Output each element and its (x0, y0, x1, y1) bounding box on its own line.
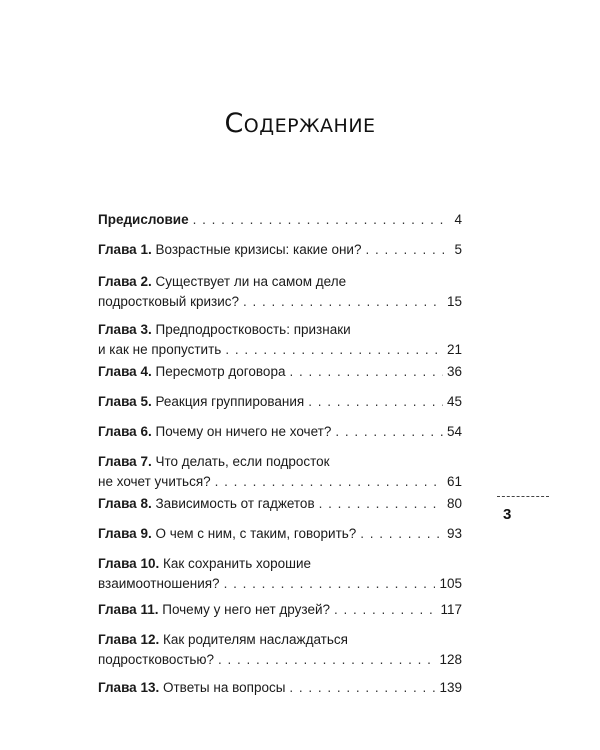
chapter-title: Реакция группирования (155, 394, 305, 409)
chapter-title-continued: подростковостью? (98, 652, 215, 667)
folio-divider (497, 496, 549, 497)
chapter-number: Глава 4. (98, 364, 152, 379)
chapter-title: Ответы на вопросы (162, 680, 286, 695)
toc-entry-chapter-2[interactable] (98, 272, 462, 312)
chapter-number: Глава 2. (98, 274, 152, 289)
dot-leader (334, 600, 436, 620)
chapter-number: Глава 3. (98, 322, 152, 337)
toc-entry-chapter-5[interactable] (98, 392, 462, 412)
page-number: 128 (439, 652, 462, 667)
page-number: 117 (440, 602, 462, 617)
dot-leader (193, 210, 444, 230)
page-number: 45 (446, 394, 462, 409)
page-number: 61 (446, 474, 462, 489)
chapter-number: Глава 8. (98, 496, 152, 511)
dot-leader (215, 472, 443, 492)
chapter-number: Глава 13. (98, 680, 160, 695)
chapter-title-continued: и как не пропустить (98, 342, 222, 357)
chapter-title: Как родителям наслаждаться (162, 632, 348, 647)
chapter-title: Предподростковость: признаки (155, 322, 351, 337)
page-number: 15 (446, 294, 462, 309)
chapter-number: Глава 6. (98, 424, 152, 439)
dot-leader (365, 240, 444, 260)
chapter-title: Пересмотр договора (155, 364, 286, 379)
dot-leader (289, 362, 443, 382)
page-number: 80 (446, 496, 462, 511)
chapter-title-continued: не хочет учиться? (98, 474, 211, 489)
toc-entry-chapter-10[interactable] (98, 554, 462, 594)
toc-entry-chapter-6[interactable] (98, 422, 462, 442)
page-number: 54 (446, 424, 462, 439)
toc-entry-chapter-3[interactable] (98, 320, 462, 360)
toc-entry-chapter-7[interactable] (98, 452, 462, 492)
chapter-title: Возрастные кризисы: какие они? (155, 242, 362, 257)
dot-leader (335, 422, 443, 442)
toc-entry-preface[interactable] (98, 210, 462, 230)
page-number: 21 (446, 342, 462, 357)
chapter-title: Зависимость от гаджетов (155, 496, 315, 511)
chapter-title: Почему он ничего не хочет? (155, 424, 332, 439)
dot-leader (308, 392, 443, 412)
page-number: 105 (439, 576, 462, 591)
chapter-title: Существует ли на самом деле (155, 274, 347, 289)
chapter-title: Как сохранить хорошие (162, 556, 312, 571)
chapter-number: Глава 1. (98, 242, 152, 257)
folio-page-number: 3 (503, 506, 512, 523)
dot-leader (319, 494, 443, 514)
page-number: 139 (439, 680, 462, 695)
toc-entry-chapter-9[interactable] (98, 524, 462, 544)
toc-entry-chapter-11[interactable] (98, 600, 462, 620)
dot-leader (218, 650, 435, 670)
chapter-title: О чем с ним, с таким, говорить? (155, 526, 357, 541)
dot-leader (289, 678, 435, 698)
toc-entry-chapter-8[interactable] (98, 494, 462, 514)
chapter-number: Глава 10. (98, 556, 160, 571)
page-number: 4 (454, 212, 462, 227)
chapter-number: Глава 5. (98, 394, 152, 409)
chapter-number: Глава 12. (98, 632, 160, 647)
chapter-title-continued: подростковый кризис? (98, 294, 240, 309)
page-number: 5 (454, 242, 462, 257)
toc-entry-chapter-1[interactable] (98, 240, 462, 260)
entry-label: Предисловие (98, 212, 189, 227)
chapter-number: Глава 9. (98, 526, 152, 541)
dot-leader (224, 574, 436, 594)
dot-leader (360, 524, 443, 544)
chapter-number: Глава 11. (98, 602, 159, 617)
chapter-number: Глава 7. (98, 454, 152, 469)
dot-leader (225, 340, 443, 360)
toc-entry-chapter-12[interactable] (98, 630, 462, 670)
dot-leader (243, 292, 443, 312)
chapter-title: Почему у него нет друзей? (162, 602, 331, 617)
chapter-title: Что делать, если подросток (155, 454, 330, 469)
page-number: 93 (446, 526, 462, 541)
page-number: 36 (446, 364, 462, 379)
page-title: Содержание (224, 108, 376, 139)
chapter-title-continued: взаимоотношения? (98, 576, 220, 591)
toc-entry-chapter-4[interactable] (98, 362, 462, 382)
toc-entry-chapter-13[interactable] (98, 678, 462, 698)
